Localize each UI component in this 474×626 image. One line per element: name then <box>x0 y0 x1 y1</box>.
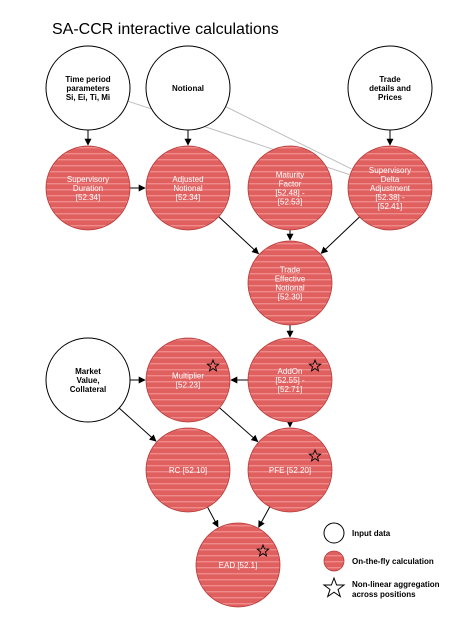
node-ead <box>196 523 280 607</box>
node-adjusted_notional <box>146 146 230 230</box>
edge-adjusted_notional-to-trade_effective_notional <box>219 217 259 254</box>
node-trade_effective_notional <box>248 241 332 325</box>
node-label-addon-1: [52.55] - <box>275 376 305 385</box>
node-label-supervisory_duration-1: Duration <box>72 184 104 193</box>
node-label-adjusted_notional-1: Notional <box>173 184 203 193</box>
node-label-maturity_factor-3: [52.53] <box>277 197 303 207</box>
edge-rc-to-ead <box>208 507 218 527</box>
node-label-maturity_factor-2: [52.48] - <box>275 188 305 198</box>
node-label-supervisory_delta-0: Supervisory <box>368 166 412 175</box>
node-label-supervisory_delta-1: Delta <box>380 175 400 184</box>
node-label-adjusted_notional-2: [52.34] <box>175 193 201 202</box>
node-supervisory_duration <box>46 146 130 230</box>
node-label-supervisory_duration-2: [52.34] <box>75 193 101 202</box>
node-label-trade_details-1: details and <box>369 84 411 93</box>
node-label-market_value-1: Value, <box>76 376 100 385</box>
node-rc <box>146 428 230 512</box>
node-label-maturity_factor-1: Factor <box>278 179 302 189</box>
node-label-market_value-2: Collateral <box>69 385 107 394</box>
page-title: SA-CCR interactive calculations <box>52 21 279 38</box>
node-label-supervisory_delta-4: [52.41] <box>377 202 403 211</box>
node-label-trade_effective_notional-2: Notional <box>275 283 305 293</box>
node-label-trade_details-2: Prices <box>377 93 403 102</box>
node-label-trade_details-0: Trade <box>379 75 401 84</box>
node-label-multiplier-0: Multiplier <box>171 371 205 381</box>
node-pfe <box>248 428 332 512</box>
node-label-maturity_factor-0: Maturity <box>275 170 305 180</box>
legend-calc-label: On-the-fly calculation <box>352 557 434 566</box>
node-label-pfe-0: PFE [52.20] <box>268 466 312 475</box>
node-label-market_value-0: Market <box>75 367 101 376</box>
node-label-time_period-1: parameters <box>66 84 110 93</box>
node-label-ead-0: EAD [52.1] <box>218 561 258 570</box>
node-label-supervisory_duration-0: Supervisory <box>66 175 110 184</box>
node-label-addon-2: [52.71] <box>277 385 303 394</box>
legend <box>324 523 440 599</box>
node-addon <box>248 338 332 422</box>
edge-supervisory_delta-to-trade_effective_notional <box>321 217 359 254</box>
node-maturity_factor <box>248 146 332 230</box>
node-label-time_period-0: Time period <box>65 75 111 84</box>
edges-layer <box>88 101 390 527</box>
node-label-trade_effective_notional-1: Effective <box>274 274 306 284</box>
edge-pfe-to-ead <box>259 507 270 528</box>
node-label-addon-0: AddOn <box>277 367 303 376</box>
node-trade_details <box>348 46 432 130</box>
legend-input-label: Input data <box>352 529 391 538</box>
node-supervisory_delta <box>348 146 432 230</box>
nodes-layer <box>46 46 432 607</box>
edge-market_value-to-rc <box>119 408 156 441</box>
node-label-notional-0: Notional <box>172 84 204 93</box>
node-label-supervisory_delta-2: Adjustment <box>369 184 411 193</box>
legend-star-label-2: across positions <box>352 590 416 599</box>
node-label-adjusted_notional-0: Adjusted <box>172 175 204 184</box>
edge-multiplier-to-pfe <box>220 408 258 442</box>
node-label-rc-0: RC [52.10] <box>168 466 208 475</box>
node-label-time_period-2: Si, Ei, Ti, Mi <box>65 93 111 102</box>
node-notional <box>146 46 230 130</box>
node-label-trade_effective_notional-3: [52.30] <box>277 292 303 302</box>
legend-star-label-1: Non-linear aggregation <box>352 580 440 589</box>
legend-calc-swatch <box>324 551 344 571</box>
legend-star-icon <box>324 578 344 597</box>
node-multiplier <box>146 338 230 422</box>
node-label-trade_effective_notional-0: Trade <box>279 265 301 275</box>
legend-input-swatch <box>324 523 344 543</box>
node-label-supervisory_delta-3: [52.38] - <box>375 193 405 202</box>
node-market_value <box>46 338 130 422</box>
node-time_period <box>46 46 130 130</box>
node-label-multiplier-1: [52.23] <box>175 380 201 390</box>
